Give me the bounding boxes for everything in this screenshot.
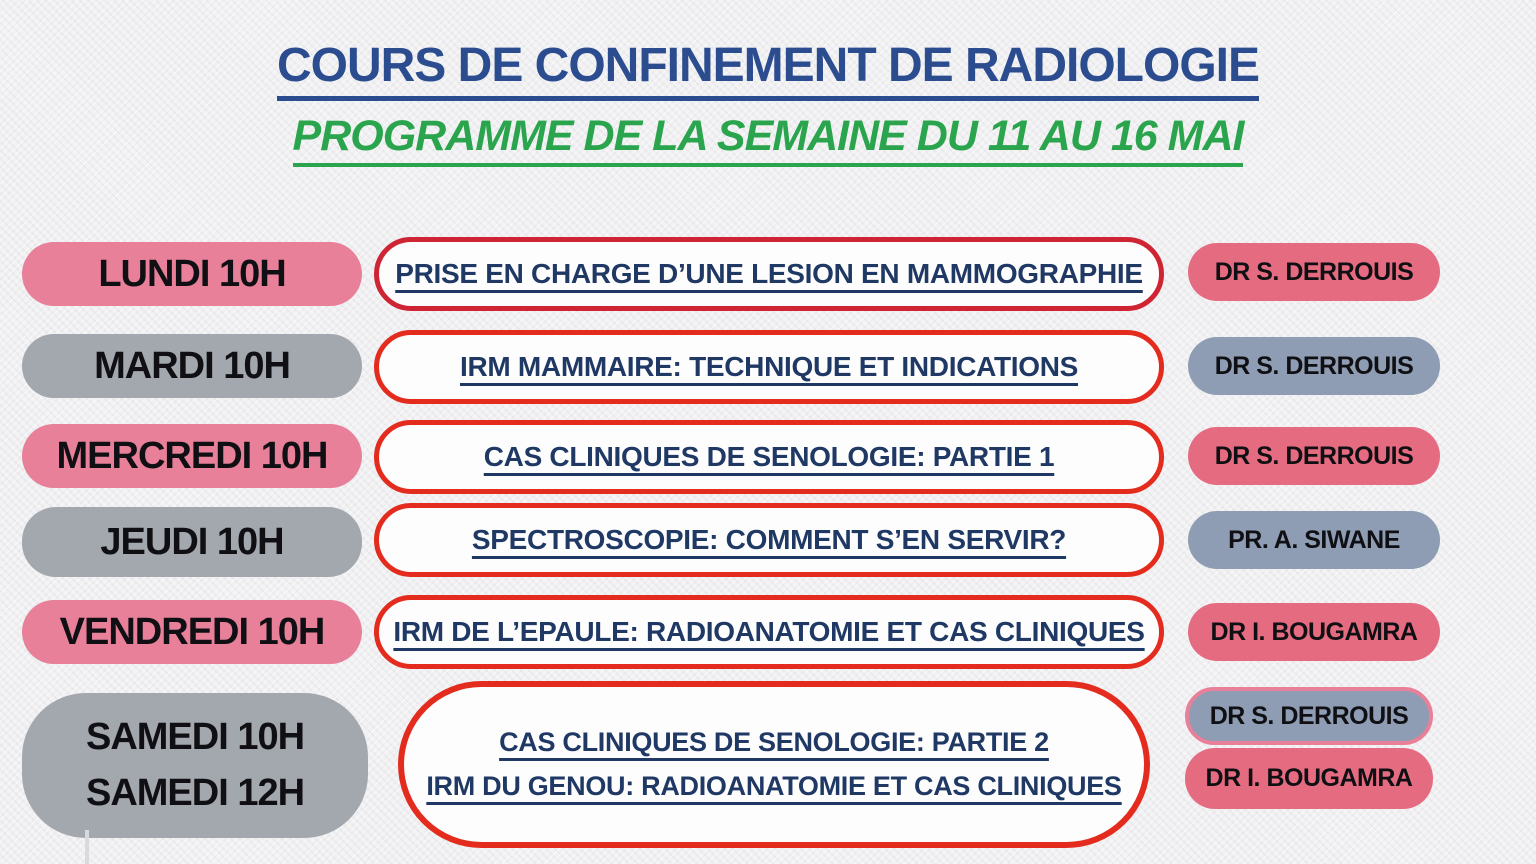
doctor-label: DR I. BOUGAMRA	[1205, 764, 1413, 792]
course-box-lundi	[374, 237, 1164, 311]
doctor-label: DR S. DERROUIS	[1214, 351, 1414, 380]
doctor-pill-mardi	[1188, 337, 1440, 395]
course-label: IRM MAMMAIRE: TECHNIQUE ET INDICATIONS	[459, 350, 1079, 382]
course-label-line1: CAS CLINIQUES DE SENOLOGIE: PARTIE 2	[499, 727, 1049, 758]
day-pill-lundi	[22, 242, 362, 306]
course-label: PRISE EN CHARGE D’UNE LESION EN MAMMOGRAPHIE	[395, 257, 1143, 289]
course-box-mercredi	[374, 420, 1164, 494]
slide-subheader	[0, 112, 1536, 167]
day-label: MARDI 10H	[94, 344, 290, 387]
slide-header	[0, 40, 1536, 101]
doctor-pill-samedi-2	[1185, 748, 1433, 809]
doctor-pill-lundi	[1188, 243, 1440, 301]
page-subtitle: PROGRAMME DE LA SEMAINE DU 11 AU 16 MAI	[293, 112, 1244, 167]
course-box-mardi	[374, 330, 1164, 404]
course-label: IRM DE L’EPAULE: RADIOANATOMIE ET CAS CLINIQUES	[393, 615, 1145, 647]
decorative-line	[85, 830, 89, 864]
doctor-pill-samedi-1	[1185, 687, 1433, 745]
course-label: SPECTROSCOPIE: COMMENT S’EN SERVIR?	[471, 523, 1067, 555]
doctor-pill-vendredi	[1188, 603, 1440, 661]
day-label: LUNDI 10H	[98, 252, 286, 295]
doctor-label: DR S. DERROUIS	[1214, 441, 1414, 470]
page-title: COURS DE CONFINEMENT DE RADIOLOGIE	[277, 40, 1259, 101]
day-label: VENDREDI 10H	[59, 610, 325, 653]
day-pill-vendredi	[22, 600, 362, 664]
course-label-line2: IRM DU GENOU: RADIOANATOMIE ET CAS CLINIQUES	[426, 770, 1122, 801]
course-label: CAS CLINIQUES DE SENOLOGIE: PARTIE 1	[483, 440, 1055, 472]
day-label: JEUDI 10H	[100, 520, 284, 563]
doctor-label: PR. A. SIWANE	[1228, 525, 1400, 554]
day-pill-mercredi	[22, 424, 362, 488]
day-pill-jeudi	[22, 507, 362, 577]
doctor-label: DR S. DERROUIS	[1209, 701, 1409, 730]
day-label-line1: SAMEDI 10H	[85, 716, 305, 759]
course-box-vendredi	[374, 595, 1164, 669]
day-label-line2: SAMEDI 12H	[85, 771, 305, 814]
day-pill-mardi	[22, 334, 362, 398]
day-pill-samedi	[22, 693, 368, 838]
doctor-pill-jeudi	[1188, 511, 1440, 569]
course-box-samedi	[398, 681, 1150, 848]
doctor-label: DR I. BOUGAMRA	[1210, 617, 1418, 646]
course-box-jeudi	[374, 503, 1164, 577]
doctor-pill-mercredi	[1188, 427, 1440, 485]
day-label: MERCREDI 10H	[56, 434, 328, 477]
doctor-label: DR S. DERROUIS	[1214, 257, 1414, 286]
